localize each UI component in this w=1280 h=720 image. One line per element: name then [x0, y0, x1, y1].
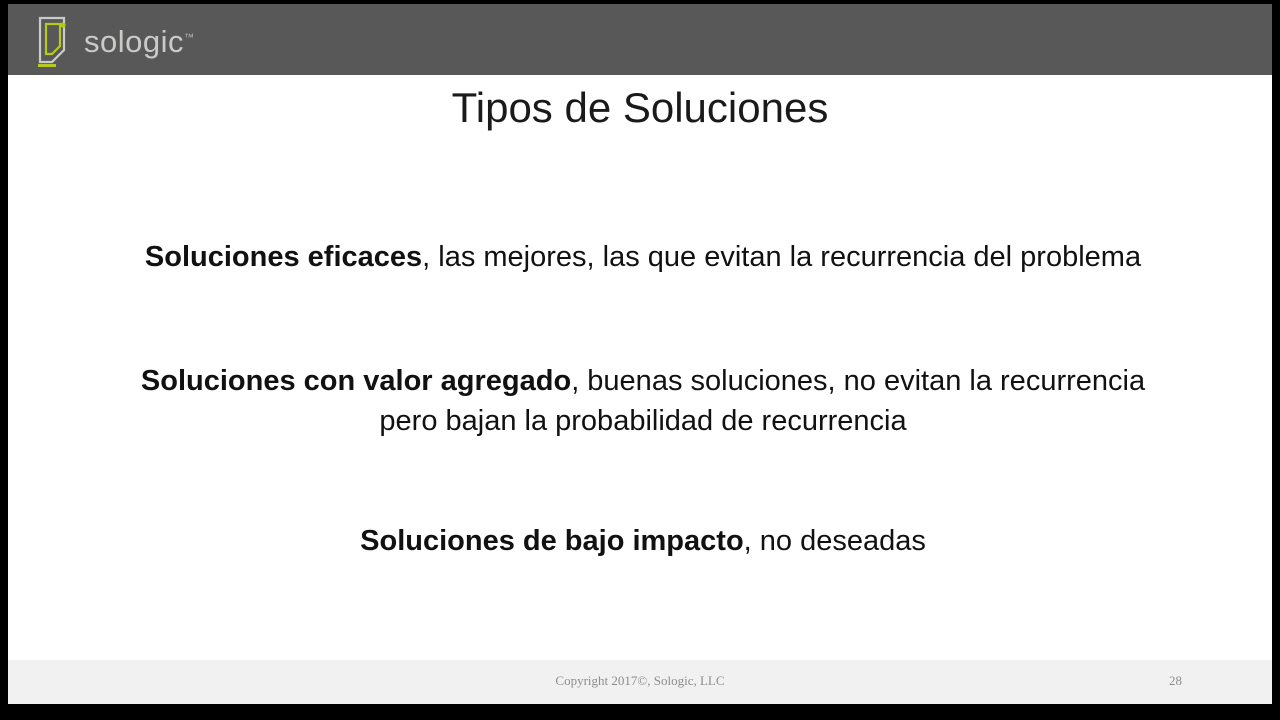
- page-number: 28: [1169, 673, 1182, 688]
- list-item: [128, 521, 1158, 561]
- list-item-text: , buenas soluciones, no evitan la recurrencia pero bajan la probabilidad de recurrencia: [379, 365, 1146, 437]
- brand-trademark: ™: [184, 32, 195, 44]
- list-item-text: , no deseadas: [743, 525, 926, 557]
- list-item-text: , las mejores, las que evitan la recurrencia del problema: [422, 241, 1142, 273]
- brand-logo: [30, 12, 195, 68]
- sologic-logo-icon: [30, 12, 74, 68]
- list-item-emphasis: Soluciones de bajo impacto: [360, 525, 744, 557]
- slide-header-bar: [0, 0, 1280, 75]
- slide-footer: [8, 660, 1272, 712]
- page-title: Tipos de Soluciones: [451, 84, 829, 131]
- brand-name: sologic™: [84, 24, 195, 59]
- slide-body: [8, 75, 1272, 660]
- list-item: [128, 361, 1158, 441]
- list-item: [128, 237, 1158, 277]
- right-letterbox-edge: [1272, 0, 1280, 720]
- list-item-emphasis: Soluciones con valor agregado: [140, 365, 572, 397]
- left-letterbox-edge: [0, 0, 8, 720]
- bottom-letterbox-edge: [0, 712, 1280, 720]
- bullet-list: [128, 237, 1158, 561]
- list-item-emphasis: Soluciones eficaces: [144, 241, 423, 273]
- copyright-text: Copyright 2017©, Sologic, LLC: [555, 673, 725, 688]
